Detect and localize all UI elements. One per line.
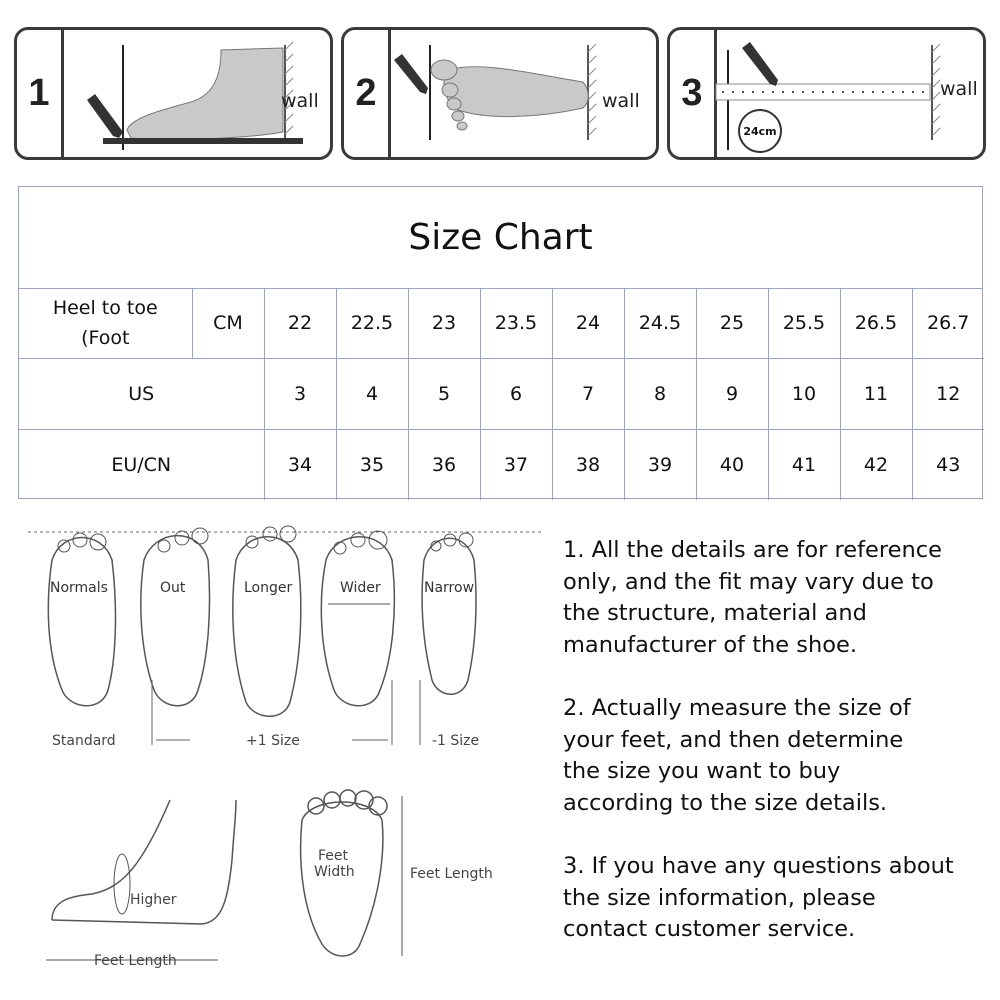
cm-value: 25.5 (768, 288, 840, 359)
step-3-wall-label: wall (940, 78, 978, 100)
floor-bar (103, 138, 303, 144)
cm-value: 22 (264, 288, 336, 359)
us-value: 12 (912, 359, 984, 430)
side-length-label: Feet Length (94, 953, 177, 969)
eu-value: 34 (264, 430, 336, 501)
step-1-wall-label: wall (281, 90, 319, 112)
cm-unit-label: CM (192, 288, 264, 359)
us-value: 6 (480, 359, 552, 430)
eu-value: 35 (336, 430, 408, 501)
foot-label-wider: Wider (340, 580, 381, 596)
us-value: 10 (768, 359, 840, 430)
cm-value: 23 (408, 288, 480, 359)
foot-outlines (48, 536, 476, 717)
table-row-eu (19, 430, 984, 501)
step-1-number: 1 (28, 72, 50, 114)
cm-value: 24 (552, 288, 624, 359)
note-3: 3. If you have any questions about the size information, please contact customer service. (563, 853, 954, 942)
width-label-line2: Width (314, 864, 355, 880)
step-2-panel (341, 27, 659, 160)
measurement-badge: 24cm (738, 109, 782, 153)
toe-outlines (58, 526, 473, 554)
us-value: 3 (264, 359, 336, 430)
cm-value: 22.5 (336, 288, 408, 359)
eu-cn-label: EU/CN (19, 430, 264, 501)
table-row-us (19, 359, 984, 430)
us-label: US (19, 359, 264, 430)
width-label-line1: Feet (318, 848, 349, 864)
us-value: 8 (624, 359, 696, 430)
step-3-number: 3 (681, 72, 703, 114)
note-1: 1. All the details are for reference only, and the fit may vary due to the structure, material and manufacturer of the shoe. (563, 537, 942, 658)
cm-value: 24.5 (624, 288, 696, 359)
foot-diagrams (22, 520, 542, 980)
minus-size-label: -1 Size (432, 733, 480, 749)
size-table (19, 288, 984, 500)
heel-to-toe-line2: (Foot (81, 327, 130, 349)
step-2-number-box (344, 30, 391, 157)
pencil-shape (87, 94, 123, 138)
step-3-panel (667, 27, 986, 160)
cm-value: 23.5 (480, 288, 552, 359)
step-3-number-box (670, 30, 717, 157)
note-2: 2. Actually measure the size of your feet, and then determine the size you want to buy according to the size details. (563, 695, 911, 816)
table-row-cm (19, 288, 984, 359)
us-value: 9 (696, 359, 768, 430)
cm-value: 26.5 (840, 288, 912, 359)
us-value: 5 (408, 359, 480, 430)
heel-to-toe-line1: Heel to toe (52, 297, 158, 319)
us-value: 7 (552, 359, 624, 430)
foot-side-shape (127, 48, 283, 140)
foot-label-normals: Normals (50, 580, 108, 596)
standard-label: Standard (52, 733, 116, 749)
eu-value: 43 (912, 430, 984, 501)
notes-section (563, 535, 993, 978)
heel-to-toe-label (19, 288, 192, 359)
eu-value: 41 (768, 430, 840, 501)
step-2-number: 2 (355, 72, 377, 114)
sole-length-label: Feet Length (410, 866, 493, 882)
foot-label-longer: Longer (244, 580, 293, 596)
cm-value: 26.7 (912, 288, 984, 359)
eu-value: 38 (552, 430, 624, 501)
step-1-number-box (17, 30, 64, 157)
cm-value: 25 (696, 288, 768, 359)
pencil-shape (394, 54, 428, 94)
wall-hatch (588, 44, 596, 140)
eu-value: 37 (480, 430, 552, 501)
pencil-shape (742, 42, 778, 86)
eu-value: 36 (408, 430, 480, 501)
foot-top-shape (444, 67, 588, 117)
size-chart-title: Size Chart (19, 187, 982, 289)
size-chart (18, 186, 983, 499)
wall-hatch (932, 44, 940, 140)
step-2-wall-label: wall (602, 90, 640, 112)
eu-value: 42 (840, 430, 912, 501)
eu-value: 40 (696, 430, 768, 501)
eu-value: 39 (624, 430, 696, 501)
plus-size-label: +1 Size (246, 733, 300, 749)
foot-label-out: Out (160, 580, 186, 596)
foot-label-narrow: Narrow (424, 580, 475, 596)
us-value: 11 (840, 359, 912, 430)
step-1-panel (14, 27, 333, 160)
us-value: 4 (336, 359, 408, 430)
higher-label: Higher (130, 892, 177, 908)
